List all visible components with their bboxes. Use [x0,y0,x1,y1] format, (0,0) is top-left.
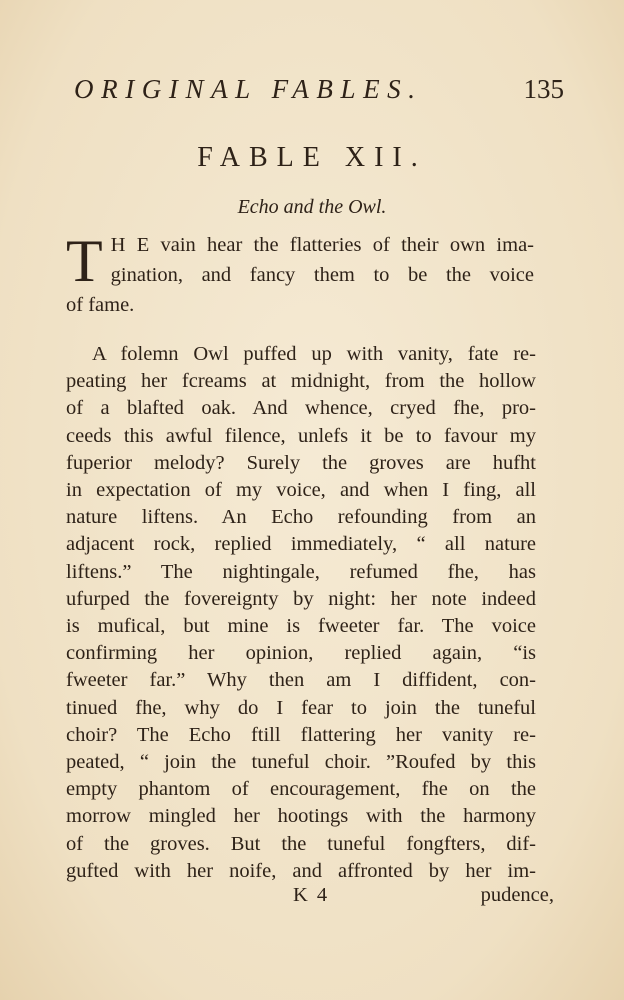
text-line: peated, “ join the tuneful choir. ”Roufed by this [66,751,536,774]
text-line: empty phantom of encouragement, fhe on the [66,778,536,801]
text-line: fuperior melody? Surely the groves are hufht [66,451,536,474]
text-line: nature liftens. An Echo refounding from an [66,506,536,529]
text-line: adjacent rock, replied immediately, “ all nature [66,533,536,556]
moral-line: gination, and fancy them to be the voice [110,264,534,286]
moral-line: H E vain hear the flatteries of their own ima- [110,234,534,256]
text-line: morrow mingled her hootings with the harmony [66,805,536,828]
moral-paragraph [66,230,534,320]
text-line: of a blafted oak. And whence, cryed fhe, pro- [66,397,536,420]
text-line: liftens.” The nightingale, refumed fhe, has [66,560,536,583]
moral-line: of fame. [66,294,135,316]
text-line: choir? The Echo ftill flattering her vanity re- [66,723,536,746]
text-line: confirming her opinion, replied again, “is [66,642,536,665]
running-head [74,74,564,110]
page-number: 135 [523,74,564,104]
text-line: of the groves. But the tuneful fongfters, dif- [66,832,536,855]
text-line: ufurped the fovereignty by night: her note indeed [66,587,536,610]
text-line: peating her fcreams at midnight, from the hollow [66,370,536,393]
body-paragraph [66,341,536,885]
text-line: gufted with her noife, and affronted by her im- [66,859,536,882]
text-line: ceeds this awful filence, unlefs it be to favour my [66,424,536,447]
text-line: tinued fhe, why do I fear to join the tuneful [66,696,536,719]
text-line: fweeter far.” Why then am I diffident, con- [66,669,536,692]
fable-heading: FABLE XII. [197,142,427,173]
signature-mark: K 4 [293,884,330,906]
text-line: A folemn Owl puffed up with vanity, fate re- [92,343,536,365]
catchword: pudence, [480,884,554,906]
text-line: is mufical, but mine is fweeter far. The voice [66,615,536,638]
drop-cap: T [66,228,103,294]
page-footer [66,884,554,918]
text-line: in expectation of my voice, and when I fing, all [66,479,536,502]
running-title: ORIGINAL FABLES. [74,74,423,104]
fable-subtitle: Echo and the Owl. [237,196,387,218]
